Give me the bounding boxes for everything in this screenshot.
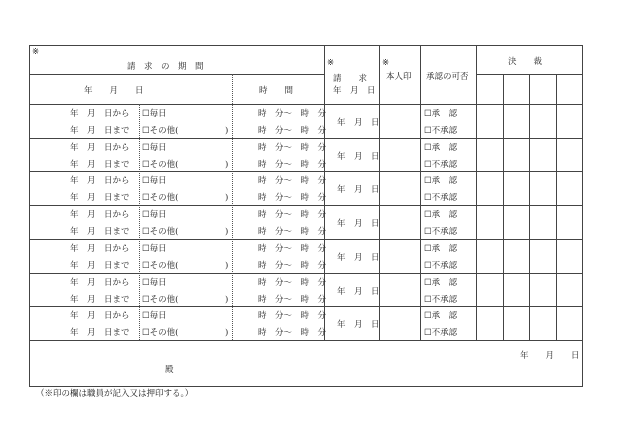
- other-checkbox[interactable]: ☐その他(: [142, 159, 179, 170]
- reject-checkbox[interactable]: ☐不承認: [424, 227, 458, 238]
- approve-checkbox[interactable]: ☐承 認: [424, 176, 458, 187]
- other-close: ): [225, 328, 229, 339]
- other-checkbox[interactable]: ☐その他(: [142, 126, 179, 136]
- time-range-to: 時 分～ 時 分: [258, 328, 327, 339]
- date-to: 年 月 日まで: [70, 193, 130, 204]
- footer-date: 年 月 日: [520, 351, 580, 361]
- time-range-to: 時 分～ 時 分: [258, 159, 327, 170]
- approve-checkbox[interactable]: ☐承 認: [424, 142, 458, 153]
- request-date: 年 月 日: [337, 118, 380, 128]
- seal-mark: ※: [382, 58, 390, 68]
- date-to: 年 月 日まで: [70, 159, 130, 170]
- date-from: 年 月 日から: [70, 311, 130, 322]
- approve-checkbox[interactable]: ☐承 認: [424, 109, 458, 119]
- reject-checkbox[interactable]: ☐不承認: [424, 126, 458, 136]
- row-separator: [29, 171, 583, 172]
- approve-checkbox[interactable]: ☐承 認: [424, 210, 458, 221]
- time-range-from: 時 分～ 時 分: [258, 243, 327, 254]
- other-checkbox[interactable]: ☐その他(: [142, 193, 179, 204]
- seal-label: 本人印: [386, 72, 412, 82]
- frame-right: [582, 45, 583, 387]
- date-from: 年 月 日から: [70, 243, 130, 254]
- mark-main: ※: [32, 47, 40, 57]
- daily-checkbox[interactable]: ☐毎日: [142, 176, 167, 187]
- date-to: 年 月 日まで: [70, 294, 130, 305]
- frame-left: [29, 45, 30, 387]
- date-to: 年 月 日まで: [70, 328, 130, 339]
- daily-checkbox[interactable]: ☐毎日: [142, 142, 167, 153]
- col-date-label: 年 月 日: [84, 86, 144, 96]
- other-checkbox[interactable]: ☐その他(: [142, 227, 179, 238]
- approve-checkbox[interactable]: ☐承 認: [424, 243, 458, 254]
- col-line-decision-2: [529, 74, 530, 341]
- reject-checkbox[interactable]: ☐不承認: [424, 260, 458, 271]
- date-from: 年 月 日から: [70, 109, 130, 119]
- reject-checkbox[interactable]: ☐不承認: [424, 328, 458, 339]
- time-range-from: 時 分～ 時 分: [258, 311, 327, 322]
- request-date: 年 月 日: [337, 185, 380, 196]
- col-line-decision-1: [503, 74, 504, 341]
- other-close: ): [225, 294, 229, 305]
- col-line-seal: [420, 45, 421, 341]
- header-sub-line: [29, 74, 324, 75]
- row-separator: [29, 239, 583, 240]
- date-from: 年 月 日から: [70, 210, 130, 221]
- daily-checkbox[interactable]: ☐毎日: [142, 109, 167, 119]
- row-separator: [29, 138, 583, 139]
- row-separator: [29, 306, 583, 307]
- approve-checkbox[interactable]: ☐承 認: [424, 277, 458, 288]
- reject-checkbox[interactable]: ☐不承認: [424, 193, 458, 204]
- row-separator: [29, 205, 583, 206]
- date-from: 年 月 日から: [70, 176, 130, 187]
- daily-checkbox[interactable]: ☐毎日: [142, 210, 167, 221]
- request-period-label: 請 求 の 期 間: [127, 62, 204, 72]
- time-range-to: 時 分～ 時 分: [258, 126, 327, 136]
- other-close: ): [225, 126, 229, 136]
- other-checkbox[interactable]: ☐その他(: [142, 260, 179, 271]
- date-to: 年 月 日まで: [70, 126, 130, 136]
- reject-checkbox[interactable]: ☐不承認: [424, 294, 458, 305]
- daily-checkbox[interactable]: ☐毎日: [142, 277, 167, 288]
- time-range-to: 時 分～ 時 分: [258, 294, 327, 305]
- decision-label: 決 裁: [508, 57, 543, 67]
- request-date-label: 年 月 日: [333, 86, 376, 96]
- other-close: ): [225, 260, 229, 271]
- date-to: 年 月 日まで: [70, 227, 130, 238]
- request-label: 請 求: [333, 74, 368, 84]
- time-range-to: 時 分～ 時 分: [258, 260, 327, 271]
- time-range-to: 時 分～ 時 分: [258, 227, 327, 238]
- frame-bottom: [29, 386, 583, 387]
- row-separator: [29, 273, 583, 274]
- time-range-from: 時 分～ 時 分: [258, 142, 327, 153]
- request-date: 年 月 日: [337, 151, 380, 162]
- other-close: ): [225, 227, 229, 238]
- time-range-to: 時 分～ 時 分: [258, 193, 327, 204]
- col-line-decision-3: [556, 74, 557, 341]
- request-date: 年 月 日: [337, 286, 380, 297]
- footer-addressee: 殿: [165, 365, 174, 375]
- request-date: 年 月 日: [337, 320, 380, 331]
- time-range-from: 時 分～ 時 分: [258, 176, 327, 187]
- approve-checkbox[interactable]: ☐承 認: [424, 311, 458, 322]
- col-line-approval: [476, 45, 477, 341]
- footer-note: （※印の欄は職員が記入又は押印する。）: [36, 389, 194, 399]
- time-range-from: 時 分～ 時 分: [258, 277, 327, 288]
- daily-checkbox[interactable]: ☐毎日: [142, 311, 167, 322]
- col-time-label: 時 間: [259, 86, 294, 96]
- approval-label: 承認の可否: [426, 72, 469, 82]
- row-separator: [29, 340, 583, 341]
- daily-checkbox[interactable]: ☐毎日: [142, 243, 167, 254]
- header-bottom-line: [29, 104, 583, 105]
- date-from: 年 月 日から: [70, 277, 130, 288]
- other-checkbox[interactable]: ☐その他(: [142, 294, 179, 305]
- other-checkbox[interactable]: ☐その他(: [142, 328, 179, 339]
- dotted-time-divider: [232, 74, 233, 340]
- request-date: 年 月 日: [337, 219, 380, 230]
- request-mark: ※: [327, 58, 335, 68]
- time-range-from: 時 分～ 時 分: [258, 210, 327, 221]
- frame-top: [29, 45, 583, 46]
- time-range-from: 時 分～ 時 分: [258, 109, 327, 119]
- other-close: ): [225, 159, 229, 170]
- dotted-date-divider: [139, 104, 140, 340]
- request-date: 年 月 日: [337, 252, 380, 263]
- date-to: 年 月 日まで: [70, 260, 130, 271]
- other-close: ): [225, 193, 229, 204]
- reject-checkbox[interactable]: ☐不承認: [424, 159, 458, 170]
- date-from: 年 月 日から: [70, 142, 130, 153]
